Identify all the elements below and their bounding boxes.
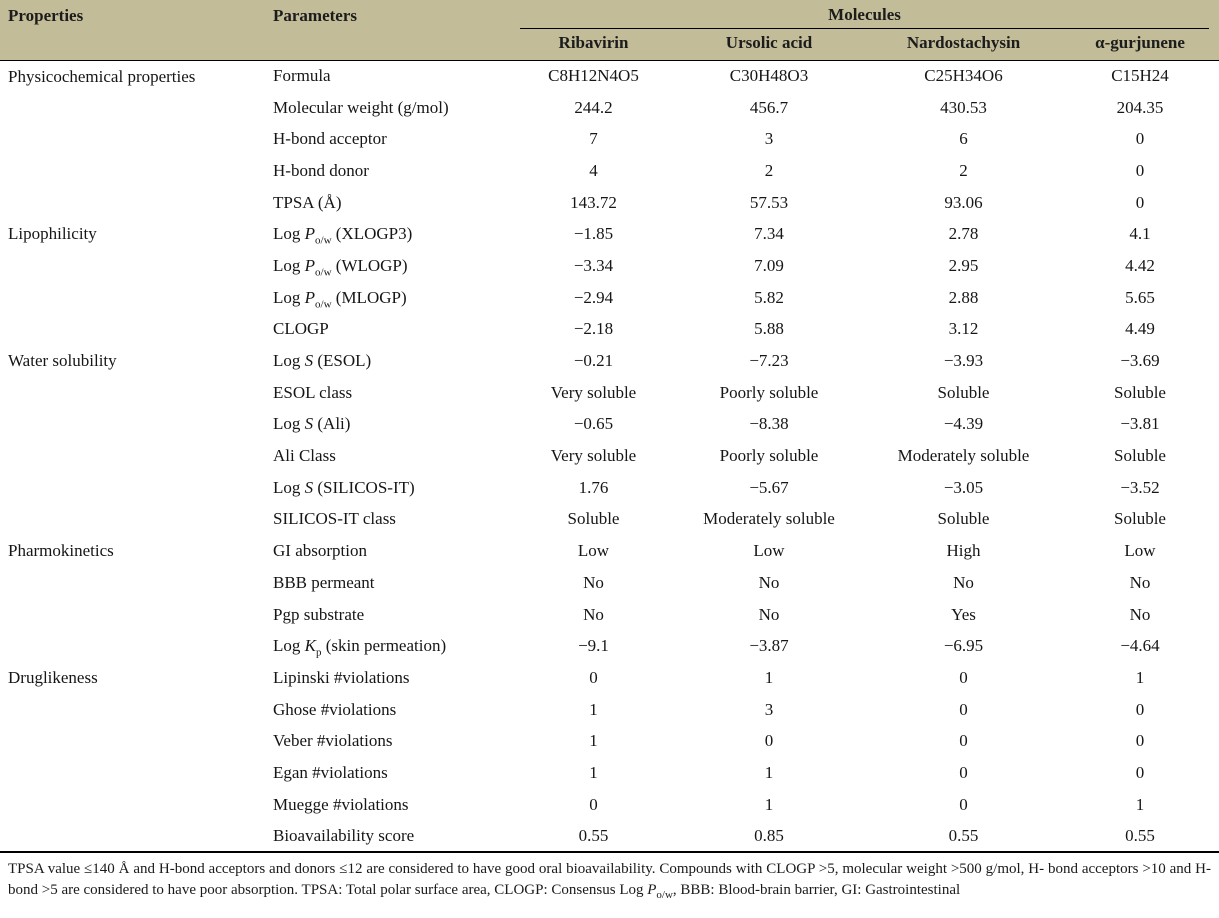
parameter-cell — [270, 409, 515, 441]
parameter-cell — [270, 535, 515, 567]
text-segment: Bioavailability score — [273, 825, 415, 845]
value-cell: 2 — [764, 160, 774, 180]
value-cell: 2 — [959, 160, 968, 180]
value-cell: Soluble — [567, 509, 620, 529]
text-segment: Muegge #violations — [273, 794, 409, 814]
parameter-cell — [270, 789, 515, 821]
value-cell: 456.7 — [749, 97, 789, 117]
text-segment: Log — [273, 224, 305, 244]
column-header-ursolic-acid: Ursolic acid — [672, 30, 866, 60]
parameter-cell — [270, 504, 515, 536]
text-segment: P — [304, 255, 316, 275]
text-segment: Molecular weight (g/mol) — [273, 97, 449, 117]
value-cell: −3.52 — [1120, 477, 1160, 497]
text-segment: Log — [273, 636, 305, 656]
parameter-cell — [270, 92, 515, 124]
text-segment: P — [304, 287, 316, 307]
column-header-nardostachysin: Nardostachysin — [866, 30, 1061, 60]
value-cell: 0 — [1135, 731, 1145, 751]
text-segment: SILICOS-IT class — [273, 509, 396, 529]
value-cell: −4.39 — [943, 414, 984, 434]
text-segment: (MLOGP) — [331, 287, 407, 307]
text-segment: o/w — [315, 298, 332, 311]
value-cell: 5.82 — [754, 287, 784, 307]
text-segment: (SILICOS-IT) — [313, 477, 415, 497]
parameter-cell — [270, 250, 515, 282]
value-cell: No — [583, 572, 604, 592]
value-cell: 57.53 — [749, 192, 789, 212]
value-cell: Very soluble — [550, 382, 637, 402]
value-cell: No — [953, 572, 974, 592]
parameter-cell — [270, 567, 515, 599]
value-cell: 3.12 — [948, 319, 979, 339]
text-segment: p — [315, 646, 322, 659]
value-cell: −8.38 — [749, 414, 789, 434]
text-segment: Log — [273, 477, 305, 497]
footnote-text — [0, 853, 1219, 900]
value-cell: 4 — [589, 160, 598, 180]
property-group-cell: Water solubility — [8, 351, 117, 371]
value-cell: 0 — [1135, 762, 1145, 782]
text-segment: o/w — [656, 888, 673, 901]
value-cell: Very soluble — [550, 446, 637, 466]
parameter-cell — [270, 282, 515, 314]
property-group-cell: Physicochemical properties — [8, 66, 196, 86]
value-cell: 1 — [764, 762, 774, 782]
parameter-cell — [270, 662, 515, 694]
value-cell: 0 — [1135, 160, 1145, 180]
parameter-cell — [270, 472, 515, 504]
value-cell: −2.18 — [573, 319, 614, 339]
text-segment: TPSA (Å) — [273, 192, 342, 212]
parameter-cell — [270, 440, 515, 472]
value-cell: 1 — [589, 731, 598, 751]
value-cell: 0 — [959, 667, 968, 687]
value-cell: 1 — [764, 667, 774, 687]
value-cell: Soluble — [937, 509, 990, 529]
parameter-cell — [270, 345, 515, 377]
value-cell: 5.65 — [1125, 287, 1155, 307]
value-cell: Soluble — [1114, 446, 1166, 466]
table-row — [0, 60, 1219, 92]
value-cell: 0 — [589, 794, 598, 814]
text-segment: GI absorption — [273, 541, 367, 561]
value-cell: C8H12N4O5 — [548, 66, 639, 86]
property-group-cell: Pharmokinetics — [8, 541, 114, 561]
value-cell: −5.67 — [749, 477, 789, 497]
property-group-cell: Druglikeness — [8, 668, 98, 688]
text-segment: BBB permeant — [273, 572, 375, 592]
value-cell: 6 — [959, 129, 968, 149]
value-cell: No — [758, 572, 780, 592]
value-cell: 244.2 — [574, 97, 613, 117]
text-segment: Ali Class — [273, 446, 336, 466]
value-cell: 3 — [764, 129, 774, 149]
parameter-cell — [270, 757, 515, 789]
value-cell: −2.94 — [573, 287, 614, 307]
text-segment: TPSA value ≤140 Å and H-bond acceptors and donors ≤12 are considered to have good oral bioavailability. Compounds with CLOGP >5, molecular weight >500 g/mol, H- bond acceptors >10 and H-bond >5 are considered to have poor absorption. TPSA: Total polar surface area, CLOGP: Consensus Log — [8, 861, 1211, 898]
column-header-alpha-gurjunene: α-gurjunene — [1061, 30, 1219, 60]
value-cell: Soluble — [1114, 509, 1166, 529]
header-row-groups — [0, 0, 1219, 30]
value-cell: 7 — [589, 129, 598, 149]
column-group-molecules — [515, 0, 1219, 30]
text-segment: (WLOGP) — [331, 255, 408, 275]
text-segment: K — [304, 636, 316, 656]
value-cell: 2.88 — [948, 287, 979, 307]
value-cell: No — [758, 604, 780, 624]
table-row — [0, 535, 1219, 567]
text-segment: Veber #violations — [273, 731, 393, 751]
value-cell: −7.23 — [749, 351, 789, 371]
column-header-properties: Properties — [0, 0, 270, 60]
value-cell: −1.85 — [573, 224, 614, 244]
value-cell: −3.05 — [943, 477, 984, 497]
text-segment: P — [647, 881, 657, 898]
value-cell: 204.35 — [1116, 97, 1164, 117]
value-cell: 0.55 — [578, 825, 609, 845]
value-cell: C25H34O6 — [924, 66, 1003, 86]
value-cell: −3.69 — [1120, 351, 1160, 371]
table-header — [0, 0, 1219, 60]
column-header-ribavirin: Ribavirin — [515, 30, 672, 60]
value-cell: C30H48O3 — [729, 66, 809, 86]
text-segment: o/w — [315, 266, 332, 279]
text-segment: Egan #violations — [273, 762, 388, 782]
value-cell: 430.53 — [940, 97, 987, 117]
molecules-group-label: Molecules — [520, 0, 1209, 29]
value-cell: 0.55 — [1125, 825, 1155, 845]
value-cell: Low — [1124, 541, 1156, 561]
text-segment: S — [304, 414, 314, 434]
value-cell: 0 — [959, 762, 968, 782]
value-cell: Poorly soluble — [719, 446, 819, 466]
value-cell: 1 — [764, 794, 774, 814]
value-cell: 93.06 — [944, 192, 983, 212]
value-cell: −4.64 — [1120, 636, 1160, 656]
text-segment: H-bond donor — [273, 160, 369, 180]
parameter-cell — [270, 155, 515, 187]
value-cell: −3.81 — [1120, 414, 1160, 434]
property-group-cell: Lipophilicity — [8, 224, 97, 244]
text-segment: Pgp substrate — [273, 604, 365, 624]
text-segment: Log — [273, 255, 305, 275]
value-cell: No — [1129, 572, 1151, 592]
parameter-cell — [270, 123, 515, 155]
value-cell: Low — [753, 541, 785, 561]
value-cell: −9.1 — [578, 636, 609, 656]
text-segment: Ghose #violations — [273, 699, 397, 719]
value-cell: Moderately soluble — [897, 446, 1030, 466]
parameter-cell — [270, 599, 515, 631]
text-segment: (Ali) — [313, 414, 351, 434]
parameter-cell — [270, 377, 515, 409]
text-segment: Formula — [273, 66, 331, 86]
table-body — [0, 60, 1219, 852]
value-cell: 1 — [589, 699, 598, 719]
text-segment: ESOL class — [273, 382, 353, 402]
parameter-cell — [270, 218, 515, 250]
parameter-cell — [270, 60, 515, 92]
value-cell: 4.49 — [1125, 319, 1155, 339]
value-cell: Yes — [951, 604, 976, 624]
value-cell: C15H24 — [1111, 66, 1169, 86]
value-cell: No — [1129, 604, 1151, 624]
text-segment: Log — [273, 414, 305, 434]
value-cell: 0.85 — [754, 825, 784, 845]
parameter-cell — [270, 187, 515, 219]
value-cell: −3.87 — [749, 636, 789, 656]
value-cell: 0 — [959, 699, 968, 719]
parameter-cell — [270, 630, 515, 662]
value-cell: 0 — [764, 731, 774, 751]
text-segment: Lipinski #violations — [273, 667, 410, 687]
value-cell: 4.1 — [1129, 224, 1151, 244]
value-cell: 1.76 — [578, 477, 609, 497]
text-segment: (ESOL) — [313, 351, 372, 371]
text-segment: S — [304, 477, 314, 497]
table-row — [0, 662, 1219, 694]
value-cell: Poorly soluble — [719, 382, 819, 402]
table-row — [0, 345, 1219, 377]
value-cell: 5.88 — [754, 319, 784, 339]
column-header-parameters: Parameters — [270, 0, 515, 60]
value-cell: Low — [577, 541, 610, 561]
text-segment: (XLOGP3) — [331, 224, 413, 244]
value-cell: 7.09 — [754, 255, 784, 275]
value-cell: 2.78 — [948, 224, 979, 244]
value-cell: 1 — [1135, 667, 1145, 687]
value-cell: 0 — [959, 794, 968, 814]
text-segment: , BBB: Blood-brain barrier, GI: Gastrointestinal — [672, 881, 961, 898]
value-cell: 0 — [1135, 129, 1145, 149]
text-segment: (skin permeation) — [321, 636, 447, 656]
value-cell: 7.34 — [754, 224, 784, 244]
parameter-cell — [270, 821, 515, 853]
value-cell: −6.95 — [943, 636, 984, 656]
text-segment: Log — [273, 351, 305, 371]
value-cell: 143.72 — [570, 192, 617, 212]
value-cell: Moderately soluble — [703, 509, 835, 529]
value-cell: High — [946, 541, 981, 561]
value-cell: Soluble — [937, 382, 990, 402]
parameter-cell — [270, 694, 515, 726]
text-segment: S — [304, 351, 314, 371]
value-cell: 0 — [1135, 192, 1145, 212]
value-cell: 2.95 — [948, 255, 979, 275]
text-segment: CLOGP — [273, 319, 329, 339]
value-cell: Soluble — [1114, 382, 1166, 402]
value-cell: 0 — [589, 667, 598, 687]
value-cell: 4.42 — [1125, 255, 1155, 275]
value-cell: 0 — [1135, 699, 1145, 719]
value-cell: −3.34 — [573, 255, 614, 275]
value-cell: 3 — [764, 699, 774, 719]
value-cell: 0.55 — [948, 825, 979, 845]
value-cell: −3.93 — [943, 351, 984, 371]
text-segment: H-bond acceptor — [273, 129, 387, 149]
value-cell: 0 — [959, 731, 968, 751]
value-cell: −0.21 — [573, 351, 614, 371]
parameter-cell — [270, 725, 515, 757]
text-segment: Log — [273, 287, 305, 307]
value-cell: 1 — [589, 762, 598, 782]
parameter-cell — [270, 314, 515, 346]
value-cell: −0.65 — [573, 414, 614, 434]
value-cell: 1 — [1135, 794, 1145, 814]
table-row — [0, 218, 1219, 250]
text-segment: P — [304, 224, 316, 244]
text-segment: o/w — [315, 234, 332, 247]
value-cell: No — [583, 604, 604, 624]
